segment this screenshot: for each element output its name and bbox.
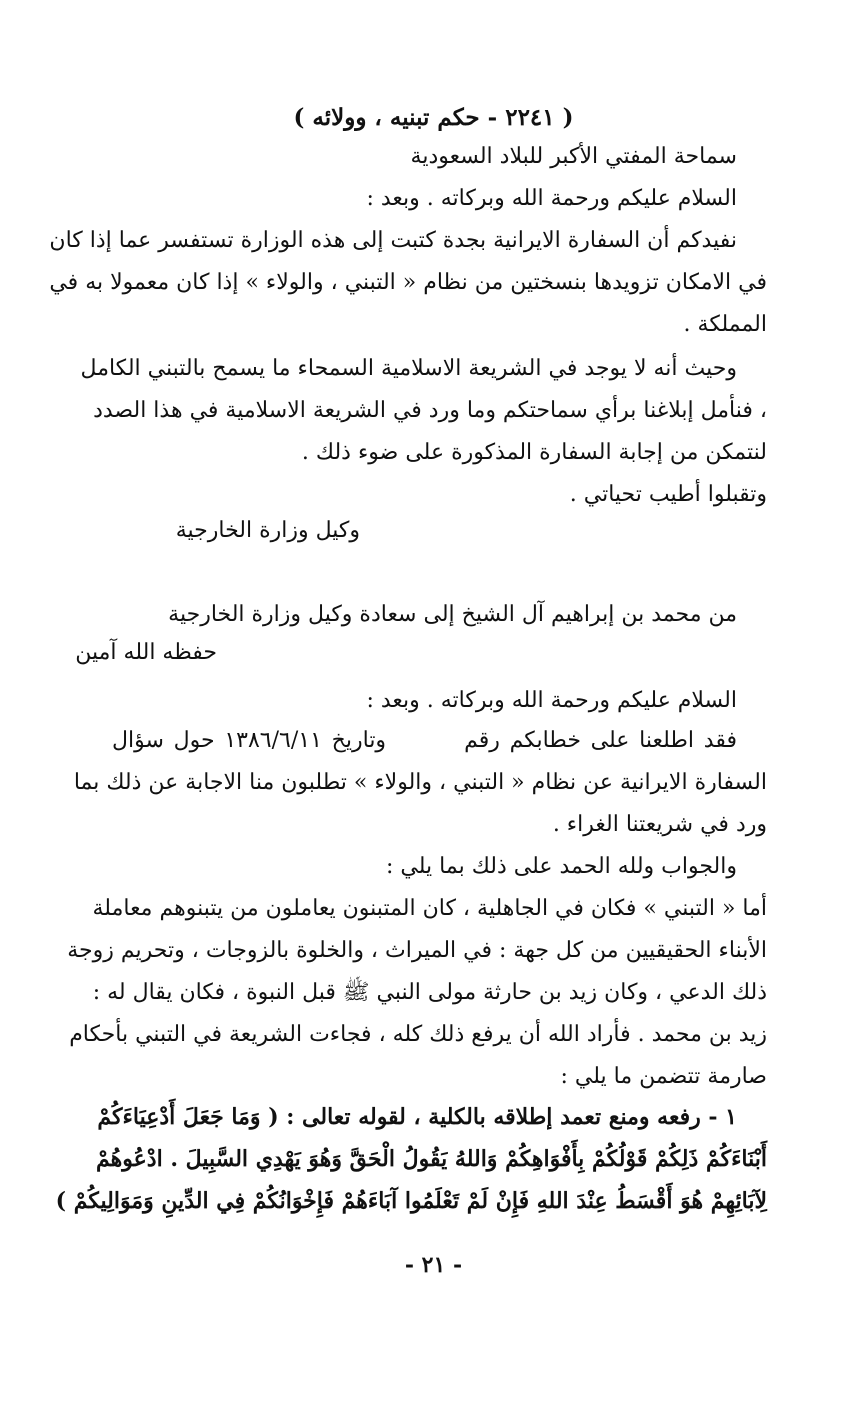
letter2-line: أما « التبني » فكان في الجاهلية ، كان المتبنون يعاملون من يتبنوهم معاملة (92, 896, 767, 921)
letter1-line: لنتمكن من إجابة السفارة المذكورة على ضوء ذلك . (301, 440, 767, 465)
letter1-line: نفيدكم أن السفارة الايرانية بجدة كتبت إلى هذه الوزارة تستفسر عما إذا كان (49, 228, 737, 253)
letter2-line: فقد اطلعنا على خطابكم رقم وتاريخ ١٣٨٦/٦/١١ حول سؤال (112, 728, 737, 753)
letter2-line: الأبناء الحقيقيين من كل جهة : في الميراث ، والخلوة بالزوجات ، وتحريم زوجة (67, 938, 767, 963)
letter2-blessing: حفظه الله آمين (75, 640, 217, 665)
letter1-line: وتقبلوا أطيب تحياتي . (569, 482, 767, 507)
letter1-line: المملكة . (683, 312, 767, 337)
quran-verse-line: لِآبَائِهِمْ هُوَ أَقْسَطُ عِنْدَ اللهِ فَإِنْ لَمْ تَعْلَمُوا آبَاءَهُمْ فَإِخْوَانُكُمْ فِي الدِّينِ وَمَوَالِيكُمْ ) (55, 1188, 767, 1214)
quran-verse-line: ١ - رفعه ومنع تعمد إطلاقه بالكلية ، لقوله تعالى : ( وَمَا جَعَلَ أَدْعِيَاءَكُمْ (97, 1104, 737, 1130)
letter1-line: في الامكان تزويدها بنسختين من نظام « التبني ، والولاء » إذا كان معمولا به في (49, 270, 767, 295)
letter1-signature: وكيل وزارة الخارجية (175, 518, 360, 543)
section-heading: ( ٢٢٤١ - حكم تبنيه ، وولائه ) (293, 104, 574, 131)
letter2-line: السفارة الايرانية عن نظام « التبني ، والولاء » تطلبون منا الاجابة عن ذلك بما (73, 770, 767, 795)
letter2-from-line: من محمد بن إبراهيم آل الشيخ إلى سعادة وكيل وزارة الخارجية (168, 602, 737, 627)
letter2-line: والجواب ولله الحمد على ذلك بما يلي : (386, 854, 737, 879)
letter2-line: ذلك الدعي ، وكان زيد بن حارثة مولى النبي ﷺ قبل النبوة ، فكان يقال له : (92, 980, 767, 1005)
letter1-addressee: سماحة المفتي الأكبر للبلاد السعودية (410, 144, 737, 169)
letter1-line: ، فنأمل إبلاغنا برأي سماحتكم وما ورد في الشريعة الاسلامية في هذا الصدد (93, 398, 767, 423)
letter2-line: صارمة تتضمن ما يلي : (560, 1064, 767, 1089)
quran-verse-line: أَبْنَاءَكُمْ ذَلِكُمْ قَوْلُكُمْ بِأَفْوَاهِكُمْ وَاللهُ يَقُولُ الْحَقَّ وَهُوَ يَهْدِي السَّبِيلَ . ادْعُوهُمْ (96, 1146, 767, 1172)
page-number: - ٢١ - (404, 1252, 463, 1278)
letter1-greeting: السلام عليكم ورحمة الله وبركاته . وبعد : (366, 186, 737, 211)
letter2-line: زيد بن محمد . فأراد الله أن يرفع ذلك كله ، فجاءت الشريعة في التبني بأحكام (69, 1022, 767, 1047)
letter1-line: وحيث أنه لا يوجد في الشريعة الاسلامية السمحاء ما يسمح بالتبني الكامل (80, 356, 737, 381)
letter2-line: ورد في شريعتنا الغراء . (552, 812, 767, 837)
letter2-greeting: السلام عليكم ورحمة الله وبركاته . وبعد : (366, 688, 737, 713)
